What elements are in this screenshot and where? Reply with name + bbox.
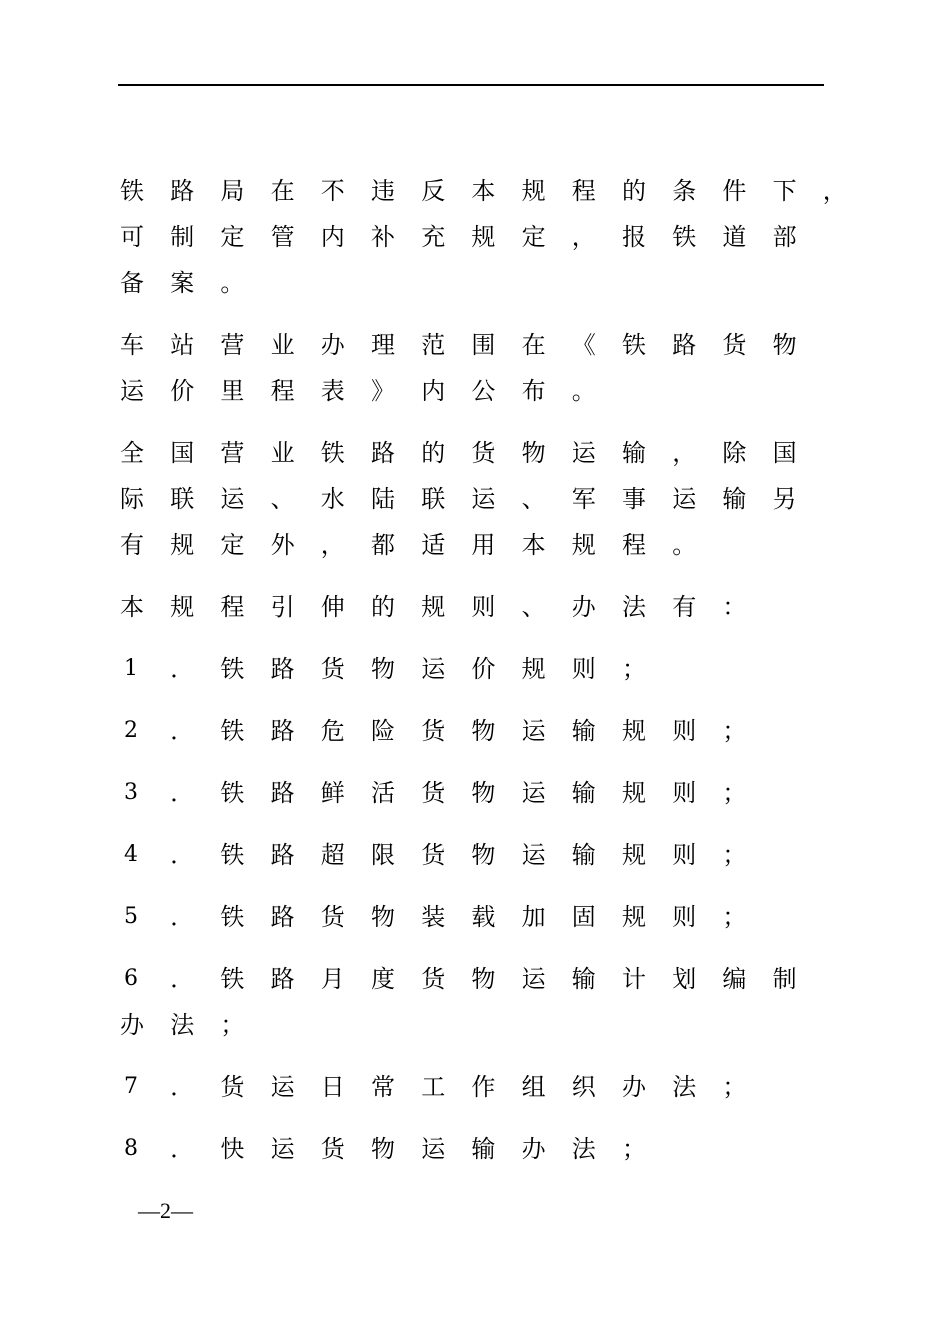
glyph: 本 [120,593,144,621]
glyph: 道 [722,223,747,251]
glyph: ： [722,593,747,621]
glyph: 际 [120,485,144,513]
glyph: ； [220,1011,245,1039]
glyph: ； [722,779,747,807]
glyph: 用 [471,531,496,559]
glyph: 里 [220,377,245,405]
glyph: 联 [421,485,446,513]
glyph: 限 [371,841,395,869]
glyph: ； [622,655,646,683]
glyph: 内 [421,377,446,405]
glyph: 办 [571,593,596,621]
glyph: 的 [622,177,646,205]
glyph: 铁 [220,717,245,745]
glyph: 办 [320,331,345,359]
glyph: 鲜 [320,779,345,807]
text-line [0,646,950,692]
glyph: ． [170,903,195,931]
glyph: ． [170,1073,195,1101]
glyph: 》 [371,377,395,405]
glyph: 可 [120,223,144,251]
glyph: 伸 [320,593,345,621]
glyph: 程 [220,593,245,621]
glyph: 范 [421,331,446,359]
glyph: 则 [672,903,697,931]
text-line [0,260,950,306]
glyph: 业 [270,331,295,359]
glyph: 补 [371,223,395,251]
glyph: 定 [220,223,245,251]
text-line [0,956,950,1002]
glyph: 规 [571,531,596,559]
glyph: 、 [521,593,546,621]
glyph: ； [722,903,747,931]
glyph: 铁 [220,779,245,807]
glyph: 铁 [320,439,345,467]
glyph: 法 [672,1073,697,1101]
glyph: 日 [320,1073,345,1101]
glyph: 军 [571,485,596,513]
glyph: 案 [170,269,195,297]
glyph: ； [722,1073,747,1101]
glyph: ； [722,717,747,745]
text-line [0,832,950,878]
glyph: 事 [622,485,646,513]
text-line [0,894,950,940]
glyph: 全 [120,439,144,467]
glyph: 货 [320,1135,345,1163]
glyph: 物 [471,779,496,807]
text-line [0,1002,950,1048]
glyph: 运 [270,1073,295,1101]
glyph: 运 [471,485,496,513]
glyph: 则 [672,841,697,869]
glyph: 公 [471,377,496,405]
glyph: 。 [220,269,245,297]
glyph: 国 [170,439,195,467]
glyph: 程 [622,531,646,559]
glyph: 输 [571,841,596,869]
glyph: ， [672,439,697,467]
glyph: 活 [371,779,395,807]
glyph: 路 [672,331,697,359]
text-line [0,1126,950,1172]
text-line [0,770,950,816]
glyph: 规 [471,223,496,251]
glyph: 1 [124,656,138,681]
glyph: 快 [220,1135,245,1163]
glyph: 都 [371,531,395,559]
glyph: 外 [270,531,295,559]
glyph: 货 [421,717,446,745]
glyph: 程 [270,377,295,405]
glyph: 货 [421,841,446,869]
glyph: 铁 [622,331,646,359]
page-number: —2— [138,1198,193,1223]
glyph: 路 [270,903,295,931]
glyph: 营 [220,331,245,359]
glyph: 理 [371,331,395,359]
glyph: 水 [320,485,345,513]
glyph: 物 [521,439,546,467]
glyph: 围 [471,331,496,359]
glyph: 规 [521,177,546,205]
glyph: 3 [124,780,138,805]
glyph: 本 [471,177,496,205]
glyph: 物 [371,655,395,683]
glyph: 运 [270,1135,295,1163]
glyph: 车 [120,331,144,359]
glyph: 规 [170,593,195,621]
glyph: 规 [622,841,646,869]
glyph: 路 [270,779,295,807]
glyph: 规 [170,531,195,559]
glyph: 货 [320,655,345,683]
glyph: 的 [421,439,446,467]
glyph: 价 [471,655,496,683]
glyph: 报 [622,223,646,251]
glyph: 物 [371,903,395,931]
glyph: 路 [270,965,295,993]
glyph: 运 [120,377,144,405]
glyph: 的 [371,593,395,621]
glyph: 规 [521,655,546,683]
glyph: 、 [270,485,295,513]
glyph: 铁 [220,655,245,683]
glyph: 价 [170,377,195,405]
glyph: 度 [371,965,395,993]
glyph: 规 [622,779,646,807]
glyph: 路 [170,177,195,205]
glyph: 组 [521,1073,546,1101]
glyph: 货 [722,331,747,359]
glyph: 运 [421,655,446,683]
glyph: 在 [521,331,546,359]
glyph: ， [822,177,847,205]
glyph: 月 [320,965,345,993]
glyph: 输 [571,779,596,807]
glyph: 。 [672,531,697,559]
glyph: 部 [772,223,797,251]
glyph: 工 [421,1073,446,1101]
glyph: 运 [672,485,697,513]
glyph: 物 [772,331,797,359]
glyph: 物 [471,717,496,745]
glyph: 条 [672,177,697,205]
glyph: 则 [672,717,697,745]
glyph: 运 [220,485,245,513]
glyph: 业 [270,439,295,467]
glyph: 营 [220,439,245,467]
glyph: 划 [672,965,697,993]
glyph: 作 [471,1073,496,1101]
glyph: 5 [124,904,138,929]
glyph: 铁 [672,223,697,251]
glyph: 件 [722,177,747,205]
glyph: 输 [722,485,747,513]
glyph: 物 [371,1135,395,1163]
glyph: 规 [622,717,646,745]
glyph: 站 [170,331,195,359]
header-rule [118,84,824,86]
glyph: 铁 [220,841,245,869]
glyph: 6 [124,966,138,991]
glyph: 物 [471,965,496,993]
glyph: 备 [120,269,144,297]
glyph: ． [170,779,195,807]
glyph: 内 [320,223,345,251]
glyph: 、 [521,485,546,513]
glyph: 制 [170,223,195,251]
text-line [0,168,950,214]
glyph: 路 [371,439,395,467]
glyph: 则 [672,779,697,807]
text-line [0,708,950,754]
glyph: 输 [571,965,596,993]
glyph: 办 [521,1135,546,1163]
glyph: 适 [421,531,446,559]
glyph: 货 [421,965,446,993]
glyph: 则 [571,655,596,683]
glyph: 管 [270,223,295,251]
glyph: 规 [421,593,446,621]
glyph: ， [571,223,596,251]
glyph: 表 [320,377,345,405]
glyph: 织 [571,1073,596,1101]
glyph: 局 [220,177,245,205]
glyph: 路 [270,717,295,745]
text-line [0,476,950,522]
glyph: 法 [170,1011,195,1039]
glyph: 下 [772,177,797,205]
glyph: ， [320,531,345,559]
glyph: 4 [124,842,138,867]
text-line [0,214,950,260]
glyph: 违 [371,177,395,205]
text-line [0,1064,950,1110]
text-line [0,522,950,568]
glyph: 有 [672,593,697,621]
glyph: 《 [571,331,596,359]
glyph: 陆 [371,485,395,513]
glyph: 常 [371,1073,395,1101]
glyph: ． [170,655,195,683]
glyph: 输 [571,717,596,745]
glyph: 货 [421,779,446,807]
glyph: 7 [124,1074,138,1099]
glyph: 固 [571,903,596,931]
text-line [0,584,950,630]
glyph: 则 [471,593,496,621]
glyph: 2 [124,718,138,743]
glyph: 有 [120,531,144,559]
glyph: 国 [772,439,797,467]
glyph: 定 [220,531,245,559]
glyph: 办 [622,1073,646,1101]
glyph: 运 [571,439,596,467]
glyph: 联 [170,485,195,513]
glyph: 法 [622,593,646,621]
text-line [0,368,950,414]
glyph: 除 [722,439,747,467]
glyph: 。 [571,377,596,405]
glyph: 铁 [220,965,245,993]
glyph: 输 [622,439,646,467]
glyph: 运 [521,779,546,807]
glyph: 险 [371,717,395,745]
text-line [0,322,950,368]
glyph: 制 [772,965,797,993]
glyph: 本 [521,531,546,559]
glyph: 货 [220,1073,245,1101]
glyph: ； [622,1135,646,1163]
glyph: 计 [622,965,646,993]
glyph: 装 [421,903,446,931]
glyph: 铁 [220,903,245,931]
glyph: 规 [622,903,646,931]
glyph: 办 [120,1011,144,1039]
glyph: 运 [521,717,546,745]
glyph: 路 [270,655,295,683]
glyph: 加 [521,903,546,931]
glyph: ； [722,841,747,869]
glyph: 8 [124,1136,138,1161]
glyph: 引 [270,593,295,621]
text-line [0,430,950,476]
glyph: 物 [471,841,496,869]
glyph: ． [170,717,195,745]
glyph: 程 [571,177,596,205]
glyph: 货 [320,903,345,931]
glyph: ． [170,1135,195,1163]
glyph: 充 [421,223,446,251]
glyph: ． [170,841,195,869]
glyph: 法 [571,1135,596,1163]
glyph: 在 [270,177,295,205]
glyph: 不 [320,177,345,205]
glyph: 运 [521,841,546,869]
glyph: 定 [521,223,546,251]
glyph: 载 [471,903,496,931]
glyph: 危 [320,717,345,745]
glyph: 布 [521,377,546,405]
glyph: 货 [471,439,496,467]
glyph: 输 [471,1135,496,1163]
glyph: 路 [270,841,295,869]
glyph: 铁 [120,177,144,205]
glyph: 反 [421,177,446,205]
glyph: 另 [772,485,797,513]
glyph: 运 [521,965,546,993]
glyph: 超 [320,841,345,869]
glyph: 运 [421,1135,446,1163]
glyph: 编 [722,965,747,993]
glyph: ． [170,965,195,993]
